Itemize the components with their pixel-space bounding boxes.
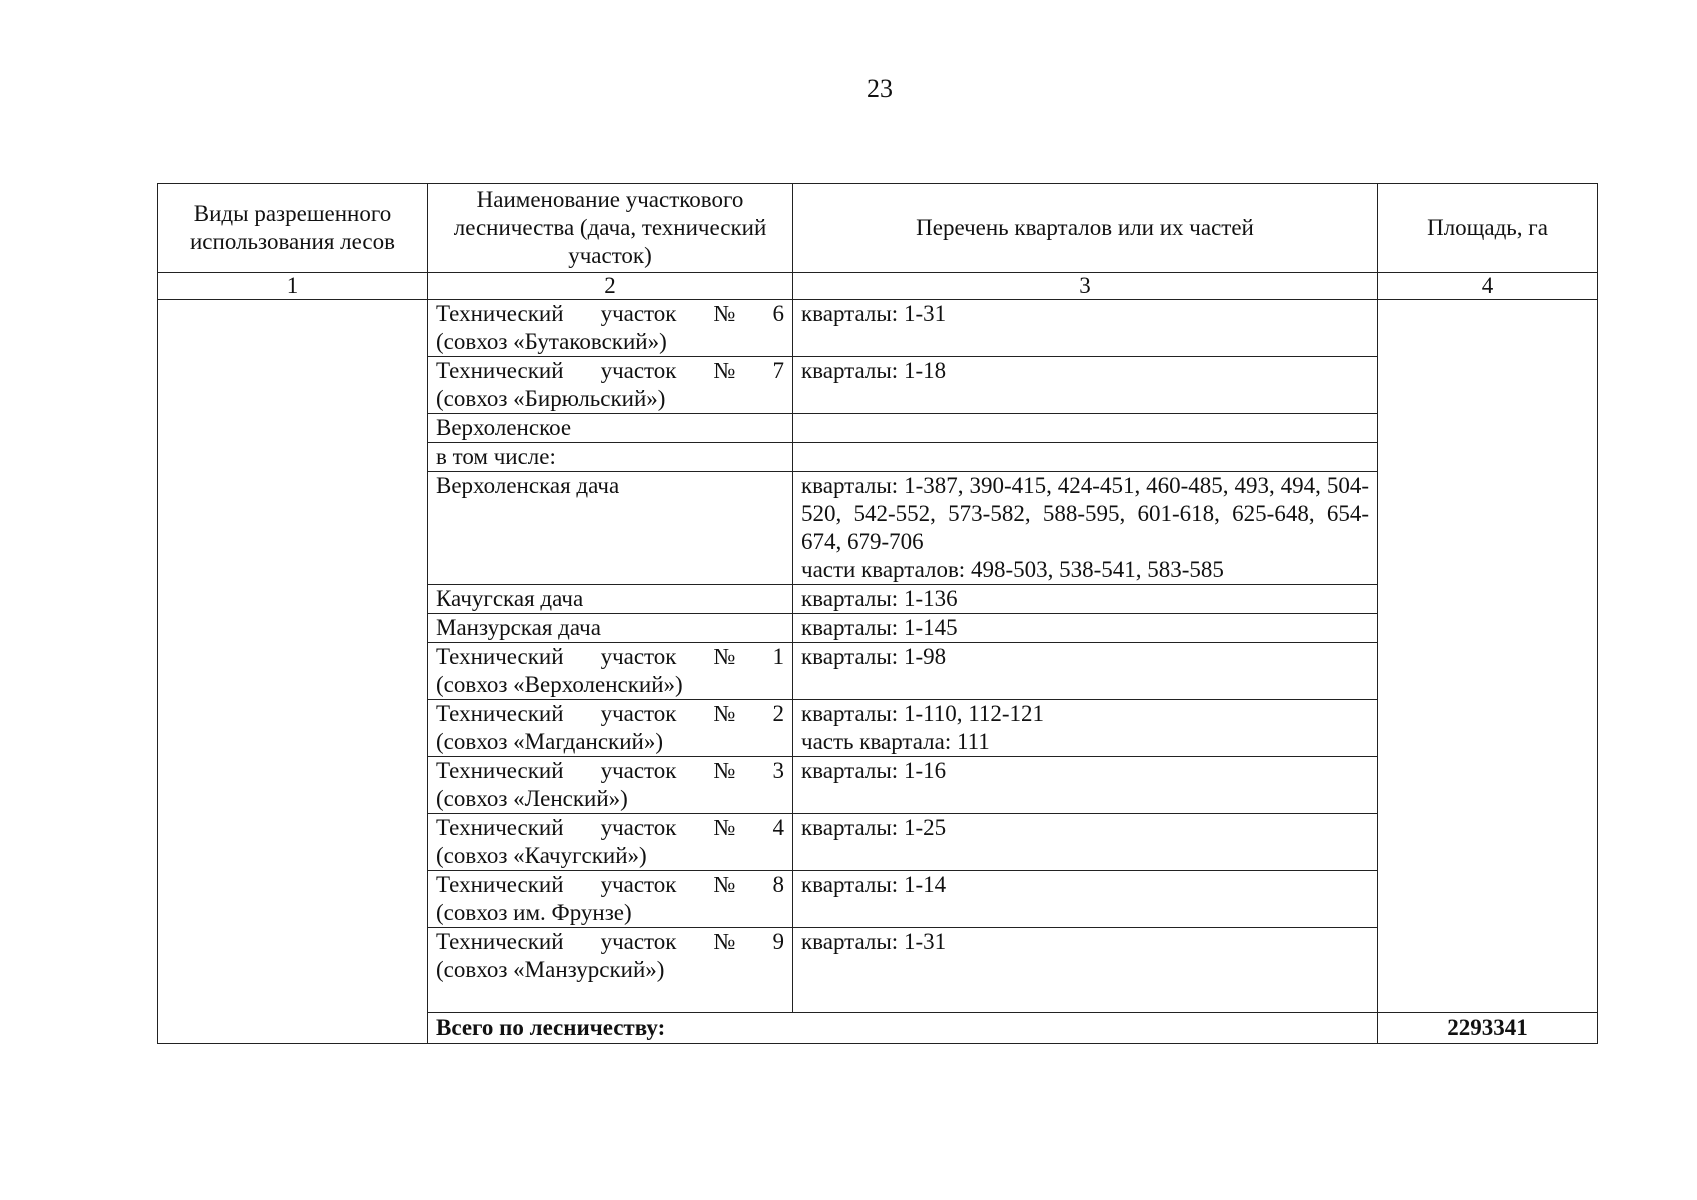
forestry-name-cell: Технический участок № 2 (совхоз «Магданский») [428, 700, 793, 757]
header-forestry-name: Наименование участкового лесничества (дача, технический участок) [428, 184, 793, 273]
forestry-name-cell: Верхоленское [428, 414, 793, 443]
column-number: 2 [428, 273, 793, 300]
forestry-name-cell: Манзурская дача [428, 614, 793, 643]
quarters-cell: кварталы: 1-145 [793, 614, 1378, 643]
forestry-name-cell: Технический участок № 9 (совхоз «Манзурский») [428, 928, 793, 1013]
quarters-cell: кварталы: 1-16 [793, 757, 1378, 814]
forestry-name-cell: Технический участок № 1 (совхоз «Верхоленский») [428, 643, 793, 700]
quarters-cell: кварталы: 1-110, 112-121 часть квартала: 111 [793, 700, 1378, 757]
forestry-name-cell: Технический участок № 8 (совхоз им. Фрунзе) [428, 871, 793, 928]
area-cell [1378, 300, 1598, 1013]
forest-use-table [157, 183, 1598, 1044]
column-number: 3 [793, 273, 1378, 300]
forestry-name-cell: Технический участок № 7 (совхоз «Бирюльский») [428, 357, 793, 414]
quarters-cell: кварталы: 1-387, 390-415, 424-451, 460-485, 493, 494, 504-520, 542-552, 573-582, 588-595, 601-618, 625-648, 654-674, 679-706 части кварталов: 498-503, 538-541, 583-585 [793, 472, 1378, 585]
quarters-cell: кварталы: 1-136 [793, 585, 1378, 614]
forestry-name-cell: Технический участок № 3 (совхоз «Ленский») [428, 757, 793, 814]
page-number: 23 [867, 74, 893, 103]
table-header-row [158, 184, 1598, 273]
quarters-cell: кварталы: 1-18 [793, 357, 1378, 414]
name-line: Технический участок № 2 [436, 701, 784, 726]
quarters-cell: кварталы: 1-31 [793, 928, 1378, 1013]
usage-type-cell [158, 300, 428, 1044]
total-area: 2293341 [1378, 1013, 1598, 1044]
forestry-name-cell: Качугская дача [428, 585, 793, 614]
column-number: 1 [158, 273, 428, 300]
name-line: Технический участок № 3 [436, 758, 784, 783]
quarters-cell [793, 443, 1378, 472]
name-line: Технический участок № 6 [436, 301, 784, 326]
name-line: Технический участок № 1 [436, 644, 784, 669]
forestry-name-cell: Технический участок № 6 (совхоз «Бутаковский») [428, 300, 793, 357]
header-area: Площадь, га [1378, 184, 1598, 273]
quarters-cell: кварталы: 1-25 [793, 814, 1378, 871]
table-row [158, 300, 1598, 357]
column-number: 4 [1378, 273, 1598, 300]
quarters-cell [793, 414, 1378, 443]
name-line: Технический участок № 9 [436, 929, 784, 954]
header-usage-type: Виды разрешенного использования лесов [158, 184, 428, 273]
forestry-name-cell: в том числе: [428, 443, 793, 472]
forestry-name-cell: Технический участок № 4 (совхоз «Качугский») [428, 814, 793, 871]
column-number-row [158, 273, 1598, 300]
forestry-name-cell: Верхоленская дача [428, 472, 793, 585]
quarters-cell: кварталы: 1-31 [793, 300, 1378, 357]
quarters-cell: кварталы: 1-14 [793, 871, 1378, 928]
header-quarters-list: Перечень кварталов или их частей [793, 184, 1378, 273]
name-line: Технический участок № 4 [436, 815, 784, 840]
name-line: Технический участок № 8 [436, 872, 784, 897]
total-label: Всего по лесничеству: [428, 1013, 1378, 1044]
name-line: Технический участок № 7 [436, 358, 784, 383]
quarters-cell: кварталы: 1-98 [793, 643, 1378, 700]
